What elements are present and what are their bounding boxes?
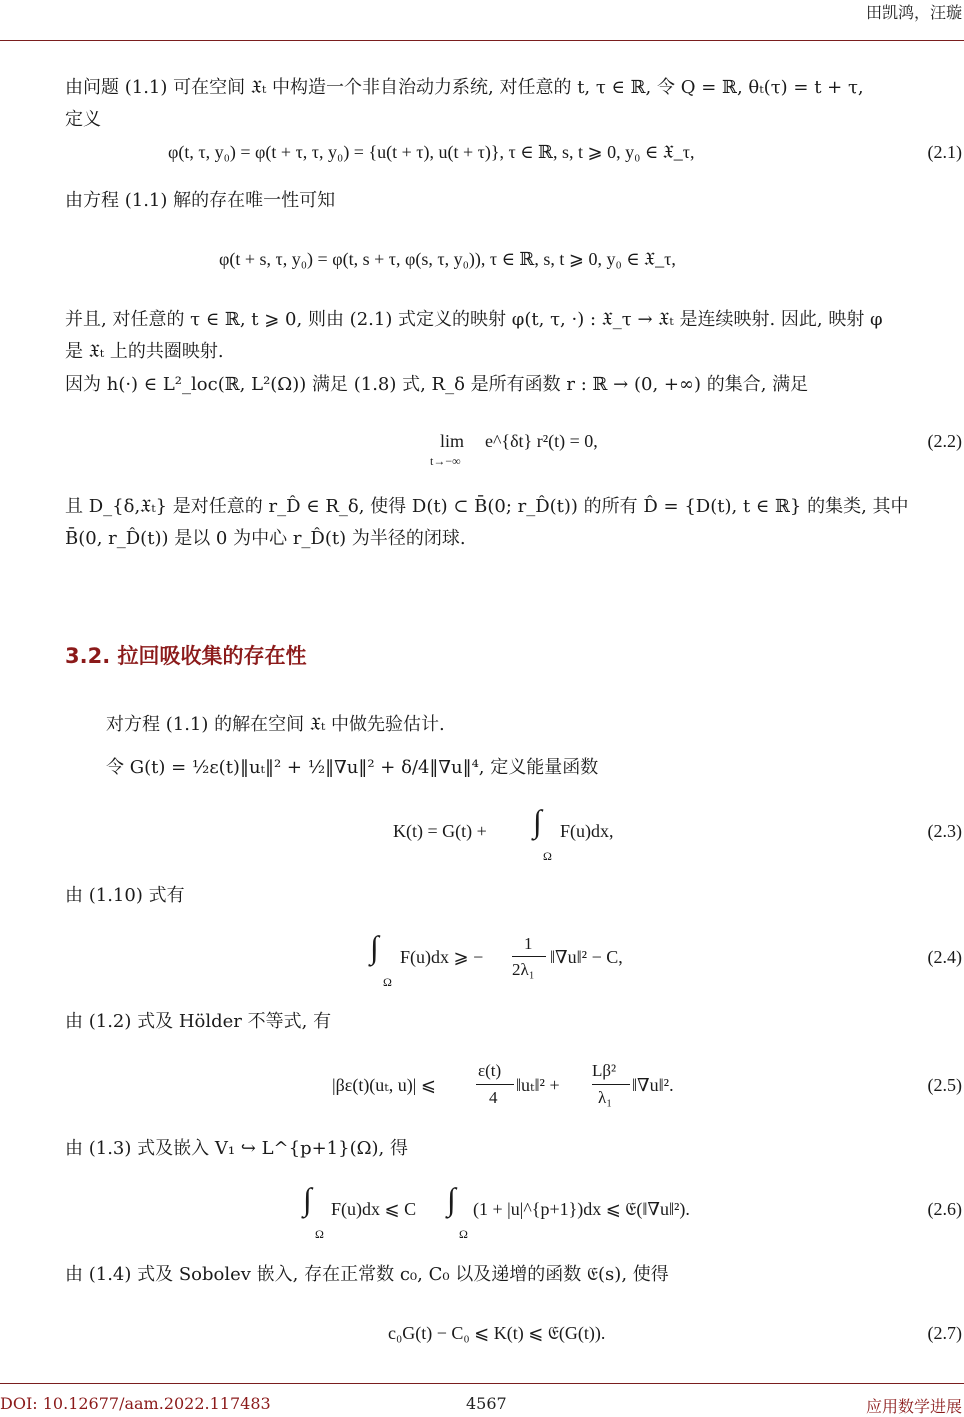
paragraph: 且 D_{δ,𝔛ₜ} 是对任意的 r_D̂ ∈ R_δ, 使得 D(t) ⊂ B̄(0; r_D̂(t)) 的所有 D̂ = {D(t), t ∈ ℝ} 的集类, 其中 — [65, 496, 909, 517]
equation-number: (2.7) — [927, 1323, 962, 1343]
integral-domain: Ω — [383, 975, 392, 989]
integral-domain: Ω — [459, 1227, 468, 1241]
footer-journal-name: 应用数学进展 — [865, 1397, 962, 1416]
paragraph: 由 (1.4) 式及 Sobolev 嵌入, 存在正常数 c₀, C₀ 以及递增的函数 𝔈(s), 使得 — [65, 1264, 669, 1285]
paragraph: 是 𝔛ₜ 上的共圈映射. — [65, 341, 224, 362]
fraction-numerator: Lβ² — [592, 1061, 617, 1080]
equation-number: (2.1) — [927, 142, 962, 162]
integral-sign: ∫ — [370, 929, 379, 965]
equation-part2: (1 + |u|^{p+1})dx ⩽ 𝔈(‖∇u‖²). — [473, 1199, 690, 1219]
integral-sign: ∫ — [447, 1181, 456, 1217]
integral-sign: ∫ — [533, 803, 542, 839]
paragraph: 由 (1.2) 式及 Hölder 不等式, 有 — [65, 1011, 332, 1032]
equation-integrand: F(u)dx, — [560, 821, 614, 841]
equation-body: c₀G(t) − C₀ ⩽ K(t) ⩽ 𝔈(G(t)). — [388, 1323, 606, 1343]
fraction-denominator: λ₁ — [598, 1088, 613, 1107]
equation-number: (2.6) — [927, 1199, 962, 1219]
equation-left: K(t) = G(t) + — [393, 821, 487, 841]
equation-number: (2.5) — [927, 1075, 962, 1095]
fraction-numerator: ε(t) — [478, 1061, 502, 1080]
equation-number: (2.3) — [927, 821, 962, 841]
paragraph: 并且, 对任意的 τ ∈ ℝ, t ⩾ 0, 则由 (2.1) 式定义的映射 φ(t, τ, ·) : 𝔛_τ → 𝔛ₜ 是连续映射. 因此, 映射 φ — [65, 309, 883, 330]
equation-integrand: F(u)dx ⩾ − — [400, 947, 484, 967]
equation-tail: ‖∇u‖². — [632, 1075, 674, 1095]
footer-rule — [0, 1383, 964, 1384]
paragraph: 由 (1.10) 式有 — [65, 885, 185, 906]
paragraph: 对方程 (1.1) 的解在空间 𝔛ₜ 中做先验估计. — [106, 714, 445, 735]
equation-middle: ‖uₜ‖² + — [516, 1075, 560, 1095]
paragraph: 令 G(t) = ½ε(t)‖uₜ‖² + ½‖∇u‖² + δ/4‖∇u‖⁴, 定义能量函数 — [106, 757, 599, 778]
paragraph: 定义 — [65, 109, 101, 130]
limit-operator: lim — [440, 431, 465, 451]
integral-sign: ∫ — [303, 1181, 312, 1217]
footer-page-number: 4567 — [466, 1394, 507, 1413]
paragraph: 由方程 (1.1) 解的存在唯一性可知 — [65, 190, 336, 211]
equation-body: e^{δt} r²(t) = 0, — [485, 431, 598, 451]
fraction-denominator: 4 — [489, 1088, 498, 1107]
paragraph: 因为 h(·) ∈ L²_loc(ℝ, L²(Ω)) 满足 (1.8) 式, R_δ 是所有函数 r : ℝ → (0, +∞) 的集合, 满足 — [65, 374, 809, 395]
equation-tail: ‖∇u‖² − C, — [550, 947, 623, 967]
equation-part1: F(u)dx ⩽ C — [331, 1199, 417, 1219]
equation-number: (2.2) — [927, 431, 962, 451]
paragraph: B̄(0, r_D̂(t)) 是以 0 为中心 r_D̂(t) 为半径的闭球. — [65, 528, 466, 549]
limit-subscript: t→−∞ — [430, 454, 461, 468]
fraction-denominator: 2λ₁ — [512, 960, 535, 979]
footer-doi[interactable]: DOI: 10.12677/aam.2022.117483 — [0, 1394, 271, 1413]
integral-domain: Ω — [543, 849, 552, 863]
header-authors: 田凯鸿，汪璇 — [865, 3, 962, 22]
section-heading: 3.2. 拉回吸收集的存在性 — [65, 644, 307, 668]
equation-number: (2.4) — [927, 947, 962, 967]
paragraph: 由问题 (1.1) 可在空间 𝔛ₜ 中构造一个非自治动力系统, 对任意的 t, τ ∈ ℝ, 令 Q = ℝ, θₜ(τ) = t + τ, — [65, 77, 864, 98]
paragraph: 由 (1.3) 式及嵌入 V₁ ↪ L^{p+1}(Ω), 得 — [65, 1138, 408, 1159]
equation-body: φ(t, τ, y₀) = φ(t + τ, τ, y₀) = {u(t + τ), u(t + τ)}, τ ∈ ℝ, s, t ⩾ 0, y₀ ∈ 𝔛_τ, — [168, 142, 695, 162]
equation-left: |βε(t)(uₜ, u)| ⩽ — [332, 1075, 436, 1095]
integral-domain: Ω — [315, 1227, 324, 1241]
fraction-numerator: 1 — [524, 934, 533, 953]
equation-body: φ(t + s, τ, y₀) = φ(t, s + τ, φ(s, τ, y₀)), τ ∈ ℝ, s, t ⩾ 0, y₀ ∈ 𝔛_τ, — [219, 249, 676, 269]
header-rule — [0, 40, 964, 41]
